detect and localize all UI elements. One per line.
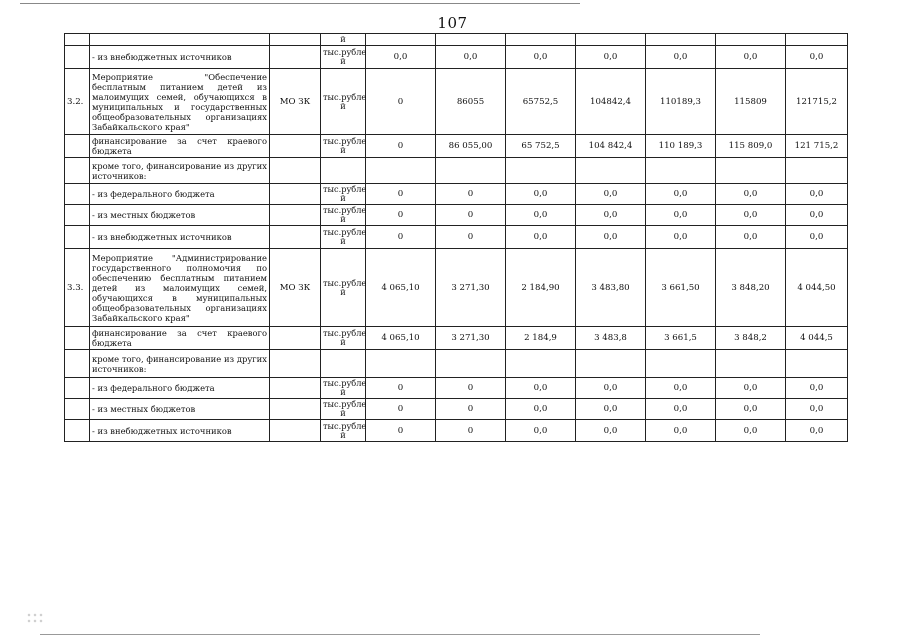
cell-code [65,350,90,378]
cell-code [65,184,90,205]
cell-code [65,158,90,184]
cell-value: 0,0 [786,46,848,69]
cell-value: 0 [366,205,436,226]
cell-unit: й [321,34,366,46]
cell-unit: тыс.рубле й [321,69,366,135]
cell-value: 0,0 [716,399,786,420]
cell-value [506,350,576,378]
scan-artifact [26,612,44,624]
table-row [65,135,848,158]
cell-value: 0 [366,135,436,158]
cell-value [716,350,786,378]
cell-name: кроме того, финансирование из других источников: [90,158,270,184]
cell-value [716,34,786,46]
cell-value [436,34,506,46]
cell-value: 104842,4 [576,69,646,135]
cell-name: кроме того, финансирование из других источников: [90,350,270,378]
cell-value: 110189,3 [646,69,716,135]
cell-name: - из федерального бюджета [90,378,270,399]
cell-name: Мероприятие "Администрирование государственного полномочия по обеспечению бесплатным питанием детей из малоимущих семей, обучающихся в муниципальных общеобразовательных организациях Забайкальского края" [90,249,270,327]
cell-code: 3.3. [65,249,90,327]
cell-value: 3 271,30 [436,327,506,350]
cell-name: - из внебюджетных источников [90,420,270,442]
cell-code [65,135,90,158]
cell-value [436,350,506,378]
cell-value [366,158,436,184]
cell-value: 0,0 [506,399,576,420]
scan-border-top [20,3,580,4]
cell-value [506,158,576,184]
cell-unit: тыс.рубле й [321,378,366,399]
cell-value: 4 065,10 [366,249,436,327]
cell-value: 0 [366,69,436,135]
cell-value: 0,0 [506,184,576,205]
cell-unit: тыс.рубле й [321,249,366,327]
cell-value: 3 483,80 [576,249,646,327]
cell-code [65,46,90,69]
cell-value [786,34,848,46]
table-row [65,205,848,226]
table-row [65,249,848,327]
cell-value [576,350,646,378]
cell-value: 121715,2 [786,69,848,135]
cell-unit [321,350,366,378]
cell-value: 0,0 [716,184,786,205]
cell-value: 0 [366,420,436,442]
cell-responsible [270,34,321,46]
cell-value: 0,0 [646,226,716,249]
cell-value: 0,0 [786,399,848,420]
cell-unit: тыс.рубле й [321,205,366,226]
cell-value: 4 044,50 [786,249,848,327]
cell-value [576,34,646,46]
cell-value [646,350,716,378]
cell-value: 2 184,90 [506,249,576,327]
cell-name: - из местных бюджетов [90,205,270,226]
cell-value [646,158,716,184]
table-row [65,46,848,69]
cell-value: 0,0 [646,399,716,420]
cell-value: 86055 [436,69,506,135]
cell-value [576,158,646,184]
cell-value: 3 271,30 [436,249,506,327]
cell-value: 0 [436,184,506,205]
cell-unit: тыс.рубле й [321,420,366,442]
cell-value: 115809 [716,69,786,135]
table-row [65,378,848,399]
cell-value: 3 483,8 [576,327,646,350]
cell-code [65,399,90,420]
cell-responsible [270,226,321,249]
cell-name: финансирование за счет краевого бюджета [90,327,270,350]
cell-code [65,378,90,399]
cell-value: 0 [436,399,506,420]
cell-unit [321,158,366,184]
cell-value: 0 [436,420,506,442]
cell-code [65,327,90,350]
table-row [65,327,848,350]
cell-value: 0,0 [786,184,848,205]
cell-value: 0,0 [646,184,716,205]
table-row-continuation [65,34,848,46]
cell-value: 3 661,50 [646,249,716,327]
cell-value: 0,0 [716,46,786,69]
cell-value: 4 065,10 [366,327,436,350]
cell-value: 0 [366,226,436,249]
cell-value: 115 809,0 [716,135,786,158]
cell-value: 65 752,5 [506,135,576,158]
cell-name: - из внебюджетных источников [90,226,270,249]
cell-responsible [270,327,321,350]
table-row [65,420,848,442]
cell-responsible [270,420,321,442]
cell-unit: тыс.рубле й [321,46,366,69]
cell-value: 0 [436,378,506,399]
cell-responsible [270,184,321,205]
cell-value: 4 044,5 [786,327,848,350]
cell-responsible: МО ЗК [270,69,321,135]
cell-unit: тыс.рубле й [321,226,366,249]
cell-value: 0,0 [646,420,716,442]
cell-unit: тыс.рубле й [321,135,366,158]
cell-value [366,350,436,378]
cell-value: 0,0 [646,46,716,69]
cell-value: 0,0 [716,226,786,249]
cell-code [65,34,90,46]
cell-name: - из внебюджетных источников [90,46,270,69]
cell-value: 0,0 [576,420,646,442]
cell-value: 0,0 [576,205,646,226]
cell-value: 0,0 [786,226,848,249]
cell-value: 0 [366,184,436,205]
cell-value: 0,0 [716,205,786,226]
cell-value: 121 715,2 [786,135,848,158]
cell-value [436,158,506,184]
cell-value: 0,0 [506,226,576,249]
cell-value: 0,0 [786,205,848,226]
cell-value: 0,0 [576,378,646,399]
cell-value: 65752,5 [506,69,576,135]
cell-unit: тыс.рубле й [321,327,366,350]
cell-unit: тыс.рубле й [321,184,366,205]
cell-value [506,34,576,46]
scan-border-bottom [40,634,760,635]
cell-value: 86 055,00 [436,135,506,158]
cell-value: 110 189,3 [646,135,716,158]
cell-value: 0,0 [576,46,646,69]
cell-responsible [270,378,321,399]
cell-value: 0,0 [576,226,646,249]
cell-value: 0 [366,378,436,399]
cell-unit: тыс.рубле й [321,399,366,420]
cell-value: 0,0 [786,420,848,442]
cell-responsible: МО ЗК [270,249,321,327]
cell-value: 2 184,9 [506,327,576,350]
table-row [65,69,848,135]
cell-value: 0,0 [436,46,506,69]
cell-value: 0 [366,399,436,420]
budget-table-body [65,34,848,442]
cell-value: 0,0 [506,420,576,442]
cell-value [716,158,786,184]
cell-name: финансирование за счет краевого бюджета [90,135,270,158]
cell-code [65,420,90,442]
cell-responsible [270,46,321,69]
cell-value [786,158,848,184]
cell-value: 3 848,2 [716,327,786,350]
table-row [65,158,848,184]
cell-value: 3 848,20 [716,249,786,327]
cell-value: 0,0 [576,184,646,205]
page-number: 107 [437,14,468,32]
table-row [65,399,848,420]
cell-responsible [270,205,321,226]
cell-value: 0,0 [716,420,786,442]
cell-value: 3 661,5 [646,327,716,350]
cell-value [786,350,848,378]
cell-value: 0,0 [366,46,436,69]
cell-value: 0,0 [716,378,786,399]
cell-value: 104 842,4 [576,135,646,158]
cell-responsible [270,135,321,158]
table-row [65,184,848,205]
cell-value: 0,0 [646,378,716,399]
cell-value: 0,0 [506,46,576,69]
cell-responsible [270,350,321,378]
cell-name: - из местных бюджетов [90,399,270,420]
cell-code [65,205,90,226]
cell-value [366,34,436,46]
cell-value: 0,0 [786,378,848,399]
cell-responsible [270,158,321,184]
cell-name: - из федерального бюджета [90,184,270,205]
cell-value: 0,0 [646,205,716,226]
cell-name: Мероприятие "Обеспечение бесплатным питанием детей из малоимущих семей, обучающихся в муниципальных и государственных общеобразовательных организациях Забайкальского края" [90,69,270,135]
cell-value: 0,0 [576,399,646,420]
cell-value: 0 [436,226,506,249]
cell-code: 3.2. [65,69,90,135]
table-row [65,226,848,249]
cell-value: 0,0 [506,378,576,399]
cell-value [646,34,716,46]
cell-value: 0,0 [506,205,576,226]
table-row [65,350,848,378]
cell-name [90,34,270,46]
cell-value: 0 [436,205,506,226]
cell-responsible [270,399,321,420]
cell-code [65,226,90,249]
budget-table [64,33,848,442]
